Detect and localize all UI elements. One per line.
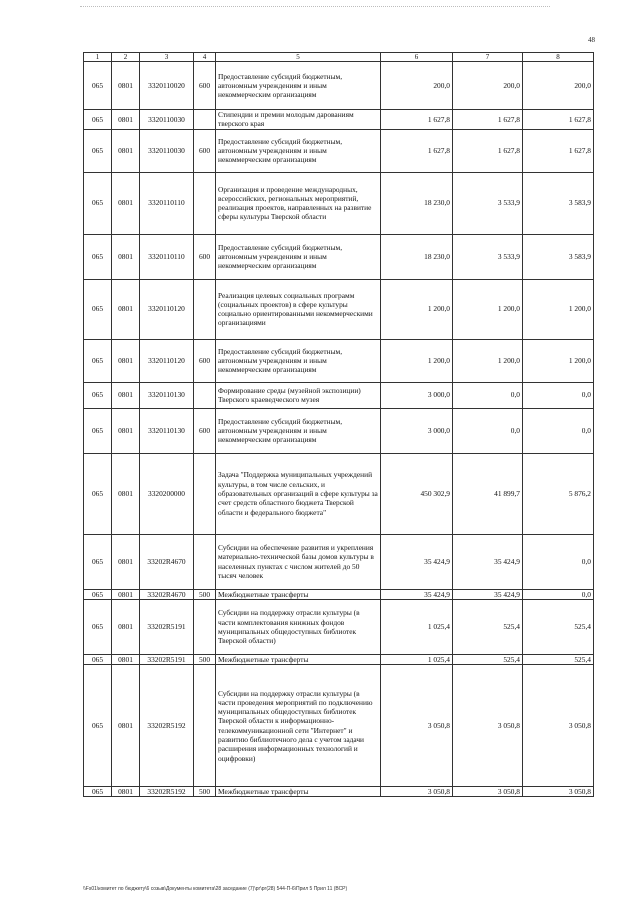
row-amount-col6: 450 302,9	[381, 453, 453, 534]
row-code-ministry: 065	[84, 110, 112, 130]
row-code-section: 0801	[112, 408, 140, 453]
row-amount-col8: 0,0	[523, 408, 594, 453]
row-code-target: 3320110030	[140, 110, 194, 130]
row-code-target: 3320110110	[140, 234, 194, 279]
row-code-section: 0801	[112, 787, 140, 797]
table-row	[84, 599, 594, 654]
row-description: Субсидии на поддержку отрасли культуры (в части проведения мероприятий по подключению муниципальных общедоступных библиотек Тверской области к информационно-телекоммуникационной сети "Интернет" и развитию библиотечного дела с учетом задачи расширения информационных технологий и оцифровки)	[216, 665, 381, 787]
row-code-target: 33202R5191	[140, 599, 194, 654]
row-code-ministry: 065	[84, 665, 112, 787]
row-amount-col7: 3 050,8	[453, 665, 523, 787]
row-code-ministry: 065	[84, 129, 112, 172]
row-amount-col7: 3 050,8	[453, 787, 523, 797]
row-description: Реализация целевых социальных программ (социальных проектов) в сфере культуры социально ориентированными некоммерческими организациями	[216, 279, 381, 339]
row-code-target: 3320200000	[140, 453, 194, 534]
row-description: Предоставление субсидий бюджетным, автономным учреждениям и иным некоммерческим организациям	[216, 62, 381, 110]
table-row	[84, 129, 594, 172]
row-amount-col7: 1 627,8	[453, 110, 523, 130]
row-amount-col7: 0,0	[453, 408, 523, 453]
budget-table	[83, 52, 594, 797]
row-code-ministry: 065	[84, 172, 112, 234]
row-code-ministry: 065	[84, 787, 112, 797]
row-description: Предоставление субсидий бюджетным, автономным учреждениям и иным некоммерческим организациям	[216, 129, 381, 172]
row-amount-col6: 3 000,0	[381, 382, 453, 408]
column-number: 2	[112, 53, 140, 62]
row-amount-col7: 525,4	[453, 654, 523, 664]
row-description: Межбюджетные трансферты	[216, 787, 381, 797]
row-code-section: 0801	[112, 599, 140, 654]
column-number: 5	[216, 53, 381, 62]
row-code-target: 33202R5191	[140, 654, 194, 664]
row-code-ministry: 065	[84, 234, 112, 279]
row-amount-col7: 525,4	[453, 599, 523, 654]
row-amount-col8: 1 200,0	[523, 339, 594, 382]
row-code-section: 0801	[112, 534, 140, 589]
row-amount-col7: 35 424,9	[453, 589, 523, 599]
row-amount-col6: 3 000,0	[381, 408, 453, 453]
row-code-section: 0801	[112, 654, 140, 664]
row-code-section: 0801	[112, 279, 140, 339]
row-code-section: 0801	[112, 382, 140, 408]
row-code-expense-type: 600	[194, 62, 216, 110]
row-code-target: 3320110120	[140, 339, 194, 382]
row-code-ministry: 065	[84, 382, 112, 408]
row-code-target: 3320110120	[140, 279, 194, 339]
budget-table-body	[84, 53, 594, 797]
row-amount-col6: 35 424,9	[381, 589, 453, 599]
row-code-target: 3320110130	[140, 382, 194, 408]
row-amount-col8: 3 050,8	[523, 665, 594, 787]
row-amount-col7: 0,0	[453, 382, 523, 408]
row-description: Организация и проведение международных, всероссийских, региональных мероприятий, реализация проектов, направленных на развитие сферы культуры Тверской области	[216, 172, 381, 234]
row-amount-col6: 1 627,8	[381, 110, 453, 130]
row-amount-col6: 200,0	[381, 62, 453, 110]
column-number: 1	[84, 53, 112, 62]
row-code-ministry: 065	[84, 654, 112, 664]
table-row	[84, 382, 594, 408]
scan-noise-line	[80, 6, 550, 9]
row-code-section: 0801	[112, 665, 140, 787]
table-row	[84, 453, 594, 534]
table-row	[84, 172, 594, 234]
row-code-section: 0801	[112, 453, 140, 534]
table-row	[84, 279, 594, 339]
row-code-expense-type: 600	[194, 129, 216, 172]
table-row	[84, 110, 594, 130]
table-row	[84, 787, 594, 797]
row-amount-col6: 1 025,4	[381, 599, 453, 654]
row-code-expense-type: 500	[194, 654, 216, 664]
row-code-expense-type	[194, 534, 216, 589]
row-description: Субсидии на поддержку отрасли культуры (в части комплектования книжных фондов муниципальных общедоступных библиотек Тверской области)	[216, 599, 381, 654]
row-code-target: 33202R5192	[140, 787, 194, 797]
row-amount-col6: 1 025,4	[381, 654, 453, 664]
column-number: 6	[381, 53, 453, 62]
row-code-target: 33202R5192	[140, 665, 194, 787]
row-amount-col6: 3 050,8	[381, 665, 453, 787]
row-description: Стипендии и премии молодым дарованиям тверского края	[216, 110, 381, 130]
row-code-ministry: 065	[84, 534, 112, 589]
row-amount-col7: 35 424,9	[453, 534, 523, 589]
row-code-section: 0801	[112, 589, 140, 599]
page-number: 48	[588, 36, 595, 44]
row-amount-col7: 200,0	[453, 62, 523, 110]
row-code-expense-type	[194, 172, 216, 234]
row-code-expense-type	[194, 279, 216, 339]
row-amount-col8: 525,4	[523, 599, 594, 654]
row-code-ministry: 065	[84, 62, 112, 110]
row-code-ministry: 065	[84, 339, 112, 382]
row-code-section: 0801	[112, 110, 140, 130]
row-code-section: 0801	[112, 234, 140, 279]
row-amount-col6: 18 230,0	[381, 172, 453, 234]
table-row	[84, 408, 594, 453]
row-amount-col7: 3 533,9	[453, 172, 523, 234]
row-code-section: 0801	[112, 62, 140, 110]
row-amount-col8: 0,0	[523, 382, 594, 408]
row-description: Задача "Поддержка муниципальных учреждений культуры, в том числе сельских, и образовательных организаций в сфере культуры за счет средств областного бюджета Тверской области и федерального бюджета"	[216, 453, 381, 534]
row-code-expense-type	[194, 665, 216, 787]
row-amount-col8: 0,0	[523, 589, 594, 599]
row-amount-col7: 1 200,0	[453, 339, 523, 382]
row-code-section: 0801	[112, 339, 140, 382]
column-number: 3	[140, 53, 194, 62]
row-amount-col7: 41 899,7	[453, 453, 523, 534]
row-code-ministry: 065	[84, 589, 112, 599]
row-code-target: 3320110030	[140, 129, 194, 172]
row-code-target: 3320110130	[140, 408, 194, 453]
row-code-expense-type	[194, 110, 216, 130]
row-code-target: 33202R4670	[140, 534, 194, 589]
row-amount-col7: 1 627,8	[453, 129, 523, 172]
row-code-ministry: 065	[84, 279, 112, 339]
table-row	[84, 62, 594, 110]
table-row	[84, 589, 594, 599]
row-amount-col6: 18 230,0	[381, 234, 453, 279]
row-amount-col8: 1 627,8	[523, 110, 594, 130]
table-row	[84, 654, 594, 664]
row-amount-col8: 525,4	[523, 654, 594, 664]
row-description: Субсидии на обеспечение развития и укрепления материально-технической базы домов культуры в населенных пунктах с числом жителей до 50 тысяч человек	[216, 534, 381, 589]
table-row	[84, 534, 594, 589]
row-amount-col8: 3 050,8	[523, 787, 594, 797]
row-description: Межбюджетные трансферты	[216, 654, 381, 664]
row-amount-col7: 1 200,0	[453, 279, 523, 339]
row-code-ministry: 065	[84, 408, 112, 453]
row-code-section: 0801	[112, 172, 140, 234]
column-number: 7	[453, 53, 523, 62]
table-row	[84, 665, 594, 787]
row-code-ministry: 065	[84, 599, 112, 654]
table-row	[84, 339, 594, 382]
row-amount-col8: 0,0	[523, 534, 594, 589]
table-row	[84, 234, 594, 279]
row-description: Предоставление субсидий бюджетным, автономным учреждениям и иным некоммерческим организациям	[216, 408, 381, 453]
row-code-expense-type: 600	[194, 339, 216, 382]
row-amount-col6: 1 627,8	[381, 129, 453, 172]
row-description: Межбюджетные трансферты	[216, 589, 381, 599]
row-amount-col6: 1 200,0	[381, 279, 453, 339]
row-code-expense-type	[194, 599, 216, 654]
row-description: Формирование среды (музейной экспозиции) Тверского краеведческого музея	[216, 382, 381, 408]
row-code-target: 3320110110	[140, 172, 194, 234]
row-amount-col7: 3 533,9	[453, 234, 523, 279]
row-code-expense-type: 600	[194, 408, 216, 453]
column-number: 8	[523, 53, 594, 62]
row-amount-col6: 1 200,0	[381, 339, 453, 382]
column-number-row	[84, 53, 594, 62]
row-amount-col8: 3 583,9	[523, 234, 594, 279]
column-number: 4	[194, 53, 216, 62]
footer-file-path: \\Fs01\комитет по бюджету\6 созыв\Документы комитета\28 заседание (7)\рг\рг(28) 544-П-6\Прил 5 Прил 11 (ВСР)	[83, 886, 348, 892]
row-amount-col8: 3 583,9	[523, 172, 594, 234]
row-amount-col8: 5 876,2	[523, 453, 594, 534]
row-code-target: 33202R4670	[140, 589, 194, 599]
row-code-ministry: 065	[84, 453, 112, 534]
row-code-expense-type: 600	[194, 234, 216, 279]
row-code-expense-type	[194, 382, 216, 408]
row-amount-col8: 200,0	[523, 62, 594, 110]
row-code-section: 0801	[112, 129, 140, 172]
row-code-expense-type	[194, 453, 216, 534]
row-amount-col6: 35 424,9	[381, 534, 453, 589]
row-amount-col6: 3 050,8	[381, 787, 453, 797]
row-amount-col8: 1 200,0	[523, 279, 594, 339]
row-code-expense-type: 500	[194, 589, 216, 599]
row-amount-col8: 1 627,8	[523, 129, 594, 172]
row-code-target: 3320110020	[140, 62, 194, 110]
row-description: Предоставление субсидий бюджетным, автономным учреждениям и иным некоммерческим организациям	[216, 339, 381, 382]
row-code-expense-type: 500	[194, 787, 216, 797]
row-description: Предоставление субсидий бюджетным, автономным учреждениям и иным некоммерческим организациям	[216, 234, 381, 279]
